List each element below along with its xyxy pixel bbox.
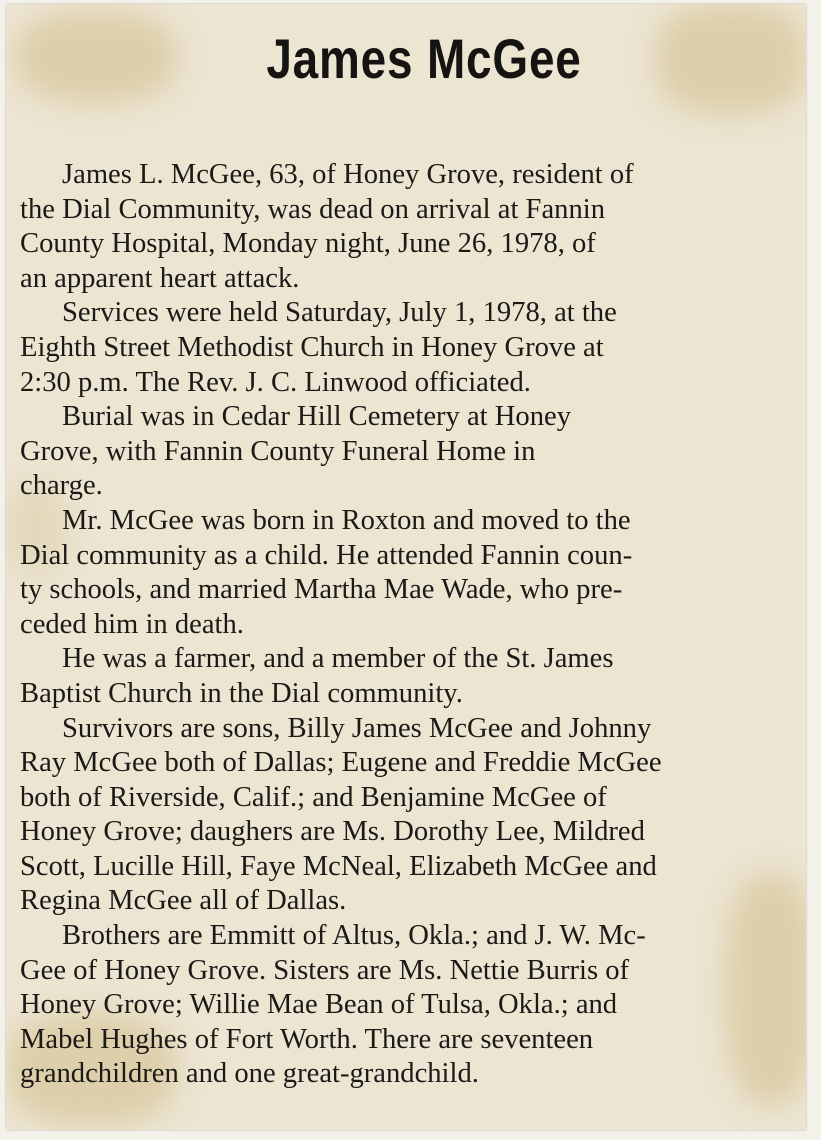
- text-line: Mr. McGee was born in Roxton and moved to the: [62, 504, 631, 536]
- text-line: 2:30 p.m. The Rev. J. C. Linwood officiated.: [20, 366, 531, 398]
- text-line: Burial was in Cedar Hill Cemetery at Honey: [62, 401, 571, 433]
- text-line: Gee of Honey Grove. Sisters are Ms. Nettie Burris of: [20, 954, 630, 986]
- text-line: grandchildren and one great-grandchild.: [20, 1058, 479, 1090]
- text-line: both of Riverside, Calif.; and Benjamine McGee of: [20, 781, 607, 813]
- text-line: County Hospital, Monday night, June 26, 1978, of: [20, 228, 596, 260]
- text-line: Dial community as a child. He attended Fannin coun-: [20, 539, 633, 571]
- text-line: ty schools, and married Martha Mae Wade, who pre-: [20, 574, 623, 606]
- text-line: Survivors are sons, Billy James McGee and Johnny: [62, 712, 652, 744]
- obituary-headline: James McGee: [266, 27, 582, 90]
- text-line: Mabel Hughes of Fort Worth. There are seventeen: [20, 1023, 594, 1055]
- text-line: Ray McGee both of Dallas; Eugene and Freddie McGee: [20, 747, 662, 779]
- text-line: charge.: [20, 470, 103, 502]
- text-line: Baptist Church in the Dial community.: [20, 677, 463, 709]
- text-line: Honey Grove; daughers are Ms. Dorothy Lee, Mildred: [20, 816, 645, 848]
- text-line: the Dial Community, was dead on arrival at Fannin: [20, 193, 605, 225]
- text-line: Scott, Lucille Hill, Faye McNeal, Elizabeth McGee and: [20, 850, 657, 882]
- newspaper-clipping: [6, 4, 806, 1130]
- obituary-body: [20, 158, 800, 1092]
- text-line: James L. McGee, 63, of Honey Grove, resident of: [62, 159, 634, 190]
- text-line: Brothers are Emmitt of Altus, Okla.; and J. W. Mc-: [62, 920, 646, 952]
- text-line: Regina McGee all of Dallas.: [20, 885, 347, 917]
- text-line: an apparent heart attack.: [20, 262, 300, 294]
- text-line: Grove, with Fannin County Funeral Home in: [20, 435, 536, 467]
- text-line: He was a farmer, and a member of the St. James: [62, 643, 614, 675]
- text-line: Eighth Street Methodist Church in Honey Grove at: [20, 331, 604, 363]
- text-line: Honey Grove; Willie Mae Bean of Tulsa, Okla.; and: [20, 989, 618, 1021]
- text-line: ceded him in death.: [20, 608, 244, 640]
- text-line: Services were held Saturday, July 1, 1978, at the: [62, 297, 617, 329]
